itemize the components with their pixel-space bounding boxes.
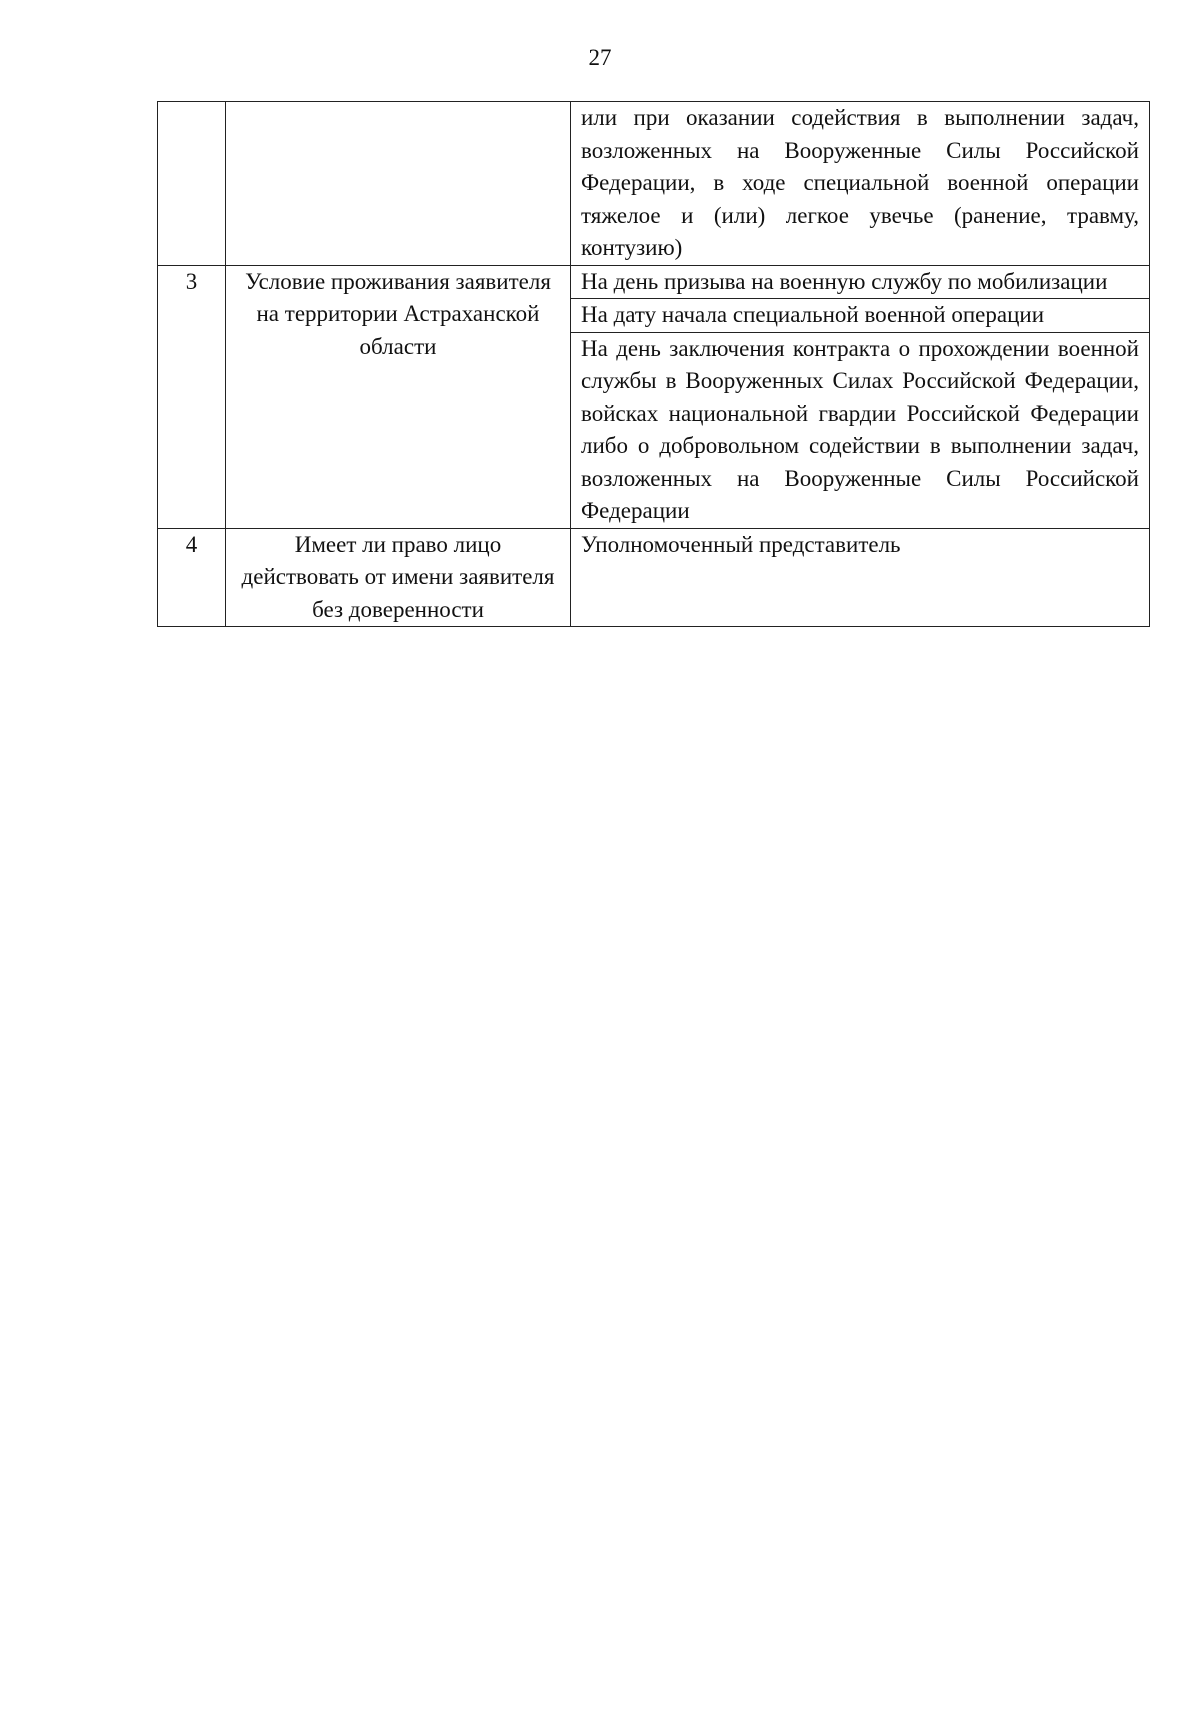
condition-text: Имеет ли право лицо действовать от имени заявителя без доверенности bbox=[241, 531, 555, 622]
table-row-3 bbox=[158, 265, 1150, 299]
table-row-continuation bbox=[158, 102, 1150, 266]
condition-cell bbox=[226, 102, 571, 266]
row-number-cell bbox=[158, 102, 226, 266]
value-cell bbox=[571, 332, 1150, 528]
page-number: 27 bbox=[588, 45, 612, 70]
row-number: 4 bbox=[185, 531, 198, 557]
value-cell bbox=[571, 265, 1150, 299]
value-text: На дату начала специальной военной операции bbox=[581, 302, 1044, 327]
value-cell bbox=[571, 102, 1150, 266]
value-cell bbox=[571, 299, 1150, 333]
condition-text: Условие проживания заявителя на территории Астраханской области bbox=[245, 268, 551, 359]
value-text: На день призыва на военную службу по мобилизации bbox=[581, 268, 1108, 294]
row-number: 3 bbox=[185, 268, 198, 294]
table-row-4 bbox=[158, 528, 1150, 627]
criteria-table bbox=[157, 101, 1150, 627]
value-text: или при оказании содействия в выполнении задач, возложенных на Вооруженные Силы Российской Федерации, в ходе специальной военной операции тяжелое и (или) легкое увечье (ранение, травму, контузию) bbox=[581, 105, 1139, 260]
value-text: На день заключения контракта о прохождении военной службы в Вооруженных Силах Российской Федерации, войсках национальной гвардии Российской Федерации либо о добровольном содействии в выполнении задач, возложенных на Вооруженные Силы Российской Федерации bbox=[581, 335, 1139, 523]
row-number-cell bbox=[158, 265, 226, 528]
condition-cell bbox=[226, 265, 571, 528]
row-number-cell bbox=[158, 528, 226, 627]
condition-cell bbox=[226, 528, 571, 627]
value-cell bbox=[571, 528, 1150, 627]
value-text: Уполномоченный представитель bbox=[581, 531, 901, 557]
